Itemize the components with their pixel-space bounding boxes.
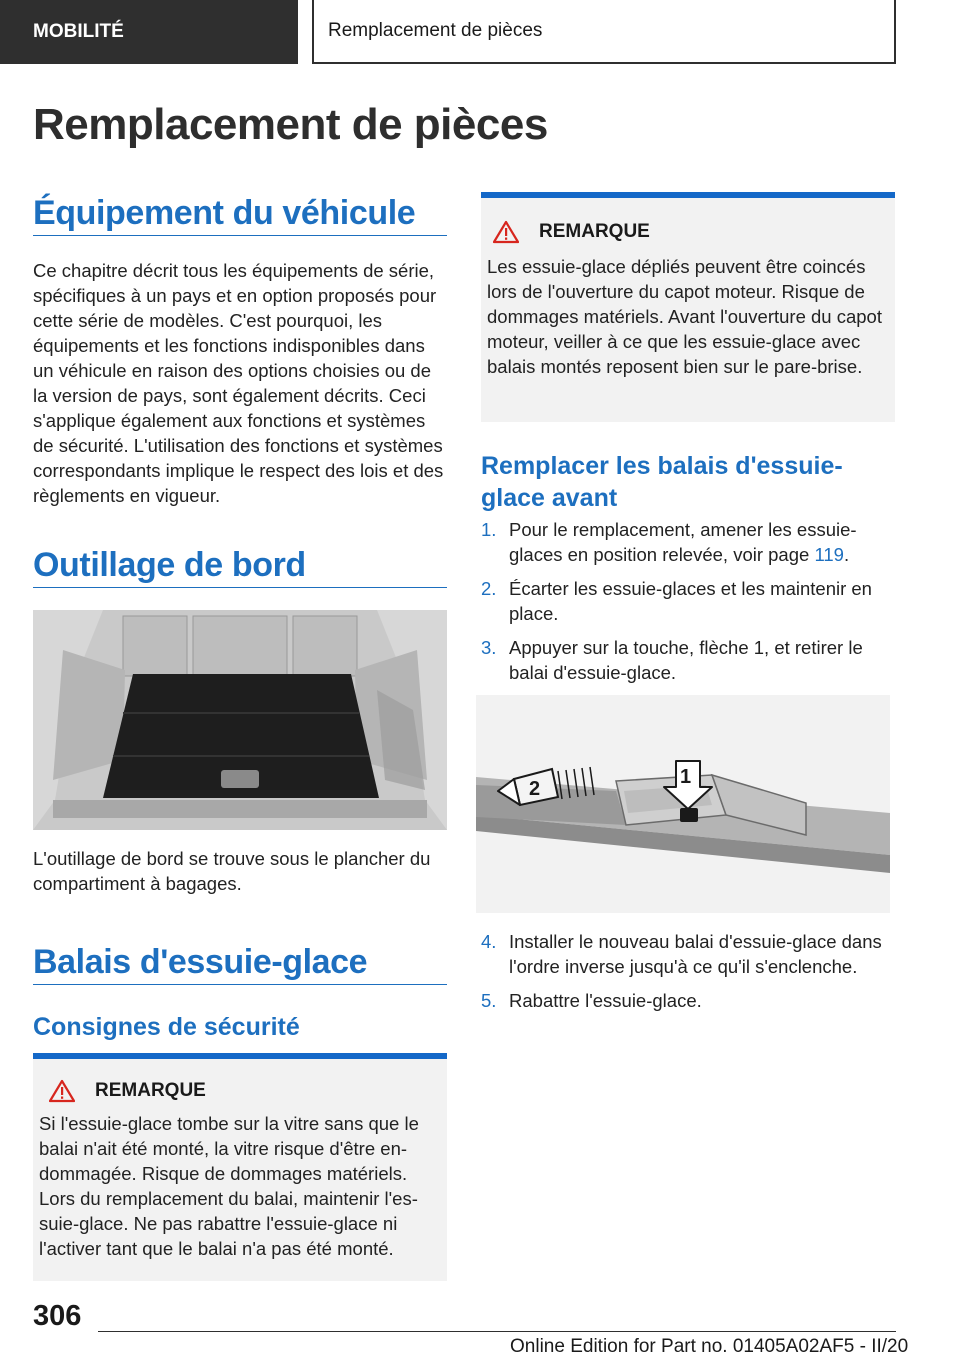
section-tab: [0, 0, 298, 64]
notice-text: Si l'essuie-glace tombe sur la vitre sans que le balai n'ait été monté, la vitre risque d'être endommagée. Risque de dommages matériels. Lors du remplacement du balai, maintenir l'essuie-glace. Ne pas rabattre l'essuie-glace ni l'activer tant que le balai n'a pas été monté.: [39, 1113, 419, 1259]
chapter-tab: [312, 0, 896, 64]
section-label: MOBILITÉ: [33, 21, 124, 42]
notice-text: Les essuie-glace dépliés peuvent être coincés lors de l'ouverture du capot moteur. Risque de dommages matériels. Avant l'ouverture du capot moteur, veiller à ce que les essuie-glace avec balais montés reposent bien sur le pare-brise.: [487, 256, 882, 377]
step-item: [481, 517, 895, 567]
steps-list-a: [481, 517, 895, 694]
step-text: Appuyer sur la touche, flèche 1, et retirer le balai d'essuie-glace.: [509, 637, 863, 683]
step-item: [481, 988, 895, 1013]
step-number: 4.: [481, 931, 497, 952]
tools-heading: Outillage de bord: [33, 546, 306, 584]
edition-text: Online Edition for Part no. 01405A02AF5 - II/20: [510, 1336, 909, 1357]
arrow-label-2: 2: [529, 778, 541, 800]
equip-paragraph: Ce chapitre décrit tous les équipements de série, spécifiques à un pays et en option proposés pour cette série de modèles. C'est pourquoi, les équipements et les fonctions indisponibles dans un véhicule en raison des options choisies ou de la version de pays, sont également décrits. Ceci s'applique également aux fonctions et systèmes de sécurité. L'utilisation des fonctions et systèmes correspondants implique le respect des lois et des règlements en vigueur.: [33, 260, 444, 506]
step-text: Rabattre l'essuie-glace.: [509, 990, 702, 1011]
step-number: 1.: [481, 519, 497, 540]
step-number: 3.: [481, 637, 497, 658]
step-text-end: .: [843, 544, 850, 565]
footer-rule: [98, 1331, 896, 1332]
notice-box-2: [481, 192, 895, 422]
step-item: [481, 576, 895, 626]
chapter-label: Remplacement de pièces: [328, 20, 543, 41]
step-text: Écarter les essuie-glaces et les maintenir en place.: [509, 578, 872, 624]
arrow-label-1: 1: [680, 766, 692, 788]
page-number: 306: [33, 1300, 82, 1332]
step-text: Installer le nouveau balai d'essuie-glace dans l'ordre inverse jusqu'à ce qu'il s'enclenche.: [509, 931, 882, 977]
warning-icon: [493, 220, 519, 244]
step-number: 5.: [481, 990, 497, 1011]
replace-heading: Remplacer les balais d'essuie-glace avant: [481, 452, 843, 512]
step-item: [481, 635, 895, 685]
step-item: [481, 929, 895, 979]
tools-caption: L'outillage de bord se trouve sous le plancher du compartiment à bagages.: [33, 848, 431, 894]
page-link[interactable]: 119: [814, 544, 844, 565]
safety-heading: Consignes de sécurité: [33, 1013, 300, 1041]
equip-rule: [33, 235, 447, 236]
notice-label: REMARQUE: [539, 221, 650, 242]
tools-rule: [33, 587, 447, 588]
warning-icon: [49, 1079, 75, 1103]
steps-list-b: [481, 929, 895, 1022]
notice-heading: [49, 1079, 206, 1103]
trunk-illustration: [33, 610, 447, 830]
wiper-illustration: [476, 695, 890, 913]
step-number: 2.: [481, 578, 497, 599]
equip-heading: Équipement du véhicule: [33, 194, 416, 232]
notice-box-1: [33, 1053, 447, 1281]
step-text: Pour le remplacement, amener les essuie-glaces en position relevée, voir page: [509, 519, 857, 565]
wiper-rule: [33, 984, 447, 985]
notice-bar: [481, 192, 895, 198]
page-title: Remplacement de pièces: [33, 100, 548, 149]
wiper-heading: Balais d'essuie-glace: [33, 943, 368, 981]
notice-heading: [493, 220, 650, 244]
notice-bar: [33, 1053, 447, 1059]
notice-label: REMARQUE: [95, 1080, 206, 1101]
